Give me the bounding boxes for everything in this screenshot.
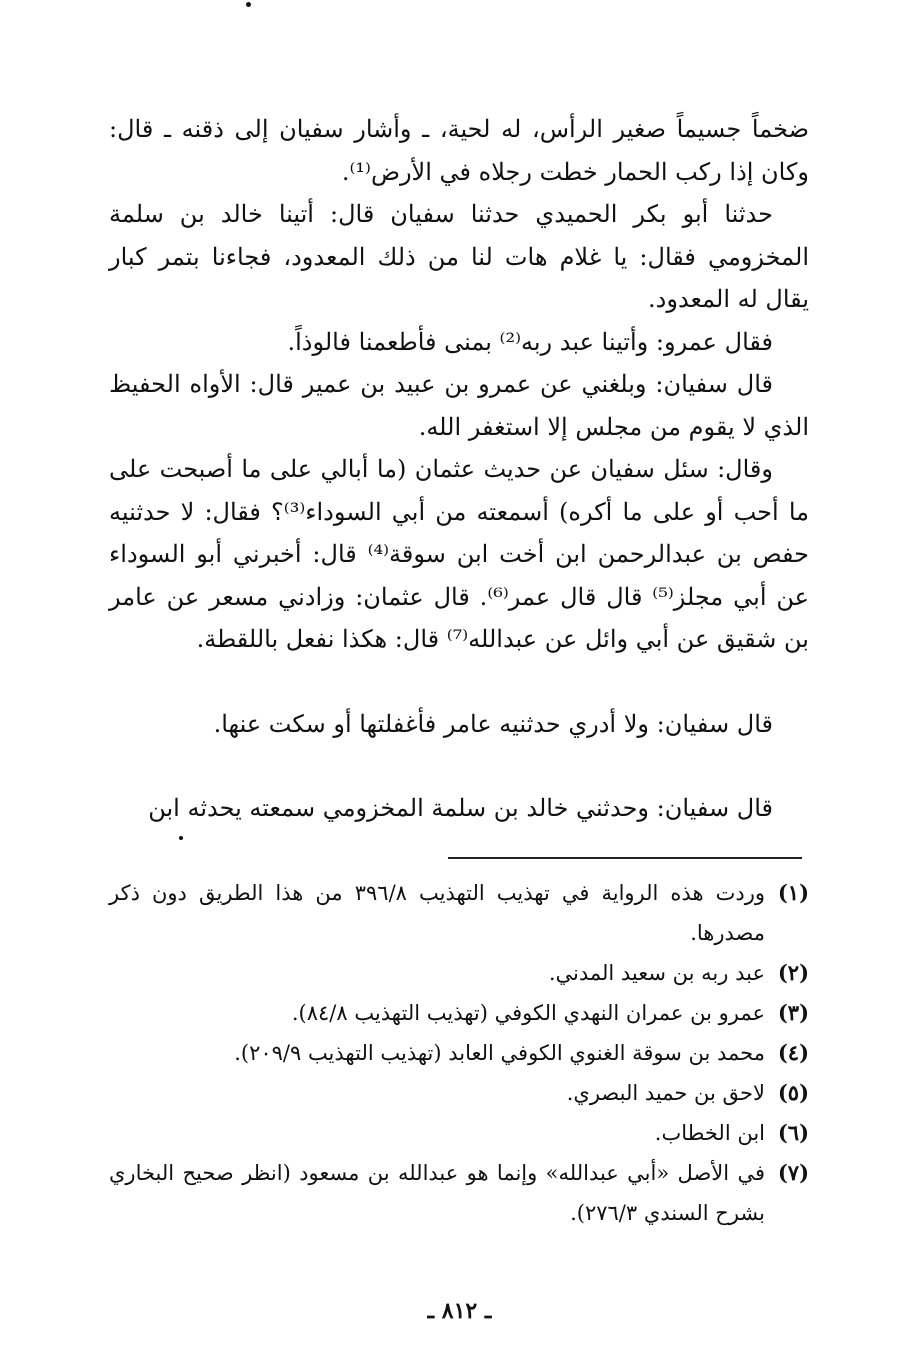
- page-number: ـ ٨١٢ ـ: [427, 1298, 492, 1324]
- paragraph-1: ضخماً جسيماً صغير الرأس، له لحية، ـ وأشار سفيان إلى ذقنه ـ قال: وكان إذا ركب الحمار خطت رجلاه في الأرض⁽¹⁾.: [109, 115, 809, 186]
- paragraph-2: حدثنا أبو بكر الحميدي حدثنا سفيان قال: أتينا خالد بن سلمة المخزومي فقال: يا غلام هات لنا من ذلك المعدود، فجاءنا بتمر كبار يقال له المعدود.: [109, 200, 809, 313]
- footnote-item: [109, 1113, 809, 1153]
- footnote-text: في الأصل «أبي عبدالله» وإنما هو عبدالله بن مسعود (انظر صحيح البخاري بشرح السندي ٢٧٦/٣).: [109, 1161, 765, 1225]
- footnote-item: [109, 993, 809, 1033]
- footnote-number: (٣): [777, 1000, 809, 1025]
- paragraph-5: وقال: سئل سفيان عن حديث عثمان (ما أبالي على ما أصبحت على ما أحب أو على ما أكره) أسمعته من أبي السوداء⁽³⁾؟ فقال: لا حدثنيه حفص بن عبدالرحمن ابن أخت ابن سوقة⁽⁴⁾ قال: أخبرني أبو السوداء عن أبي مجلز⁽⁵⁾ قال قال عمر⁽⁶⁾. قال عثمان: وزادني مسعر عن عامر بن شقيق عن أبي وائل عن عبدالله⁽⁷⁾ قال: هكذا نفعل باللقطة.: [109, 455, 810, 653]
- footnote-text: ابن الخطاب.: [654, 1121, 765, 1145]
- footnote-item: [109, 1033, 809, 1073]
- paragraph-gap: [109, 745, 809, 787]
- footnote-item: [109, 953, 809, 993]
- footnote-text: محمد بن سوقة الغنوي الكوفي العابد (تهذيب التهذيب ٢٠٩/٩).: [234, 1041, 765, 1065]
- footnote-item: [109, 873, 809, 953]
- footnote-number: (٥): [777, 1080, 809, 1105]
- footnote-number: (٢): [777, 960, 809, 985]
- footnote-text: لاحق بن حميد البصري.: [566, 1081, 765, 1105]
- footnote-number: (٦): [777, 1120, 809, 1145]
- ink-dot: [179, 836, 183, 840]
- footnote-number: (٧): [777, 1160, 809, 1185]
- paragraph-6: قال سفيان: ولا أدري حدثنيه عامر فأغفلتها أو سكت عنها.: [213, 709, 773, 738]
- paragraph-4: قال سفيان: وبلغني عن عمرو بن عبيد بن عمير قال: الأواه الحفيظ الذي لا يقوم من مجلس إلا استغفر الله.: [109, 370, 809, 441]
- ink-dot: [246, 2, 251, 7]
- paragraph-7: قال سفيان: وحدثني خالد بن سلمة المخزومي سمعته يحدثه ابن: [148, 794, 773, 822]
- footnote-text: عمرو بن عمران النهدي الكوفي (تهذيب التهذيب ٨٤/٨).: [291, 1001, 765, 1025]
- footnote-item: [109, 1153, 809, 1233]
- footnote-item: [109, 1073, 809, 1113]
- footnote-text: وردت هذه الرواية في تهذيب التهذيب ٣٩٦/٨ من هذا الطريق دون ذكر مصدرها.: [109, 881, 765, 945]
- paragraph-gap: [109, 661, 809, 703]
- main-text: [109, 108, 809, 830]
- footnotes: [109, 873, 809, 1233]
- footnote-text: عبد ربه بن سعيد المدني.: [548, 961, 765, 985]
- paragraph-3: فقال عمرو: وأتينا عبد ربه⁽²⁾ بمنى فأطعمنا فالوذاً.: [287, 327, 773, 356]
- footnote-separator: [448, 857, 802, 859]
- footnote-number: (٤): [777, 1040, 809, 1065]
- footnote-number: (١): [777, 880, 809, 905]
